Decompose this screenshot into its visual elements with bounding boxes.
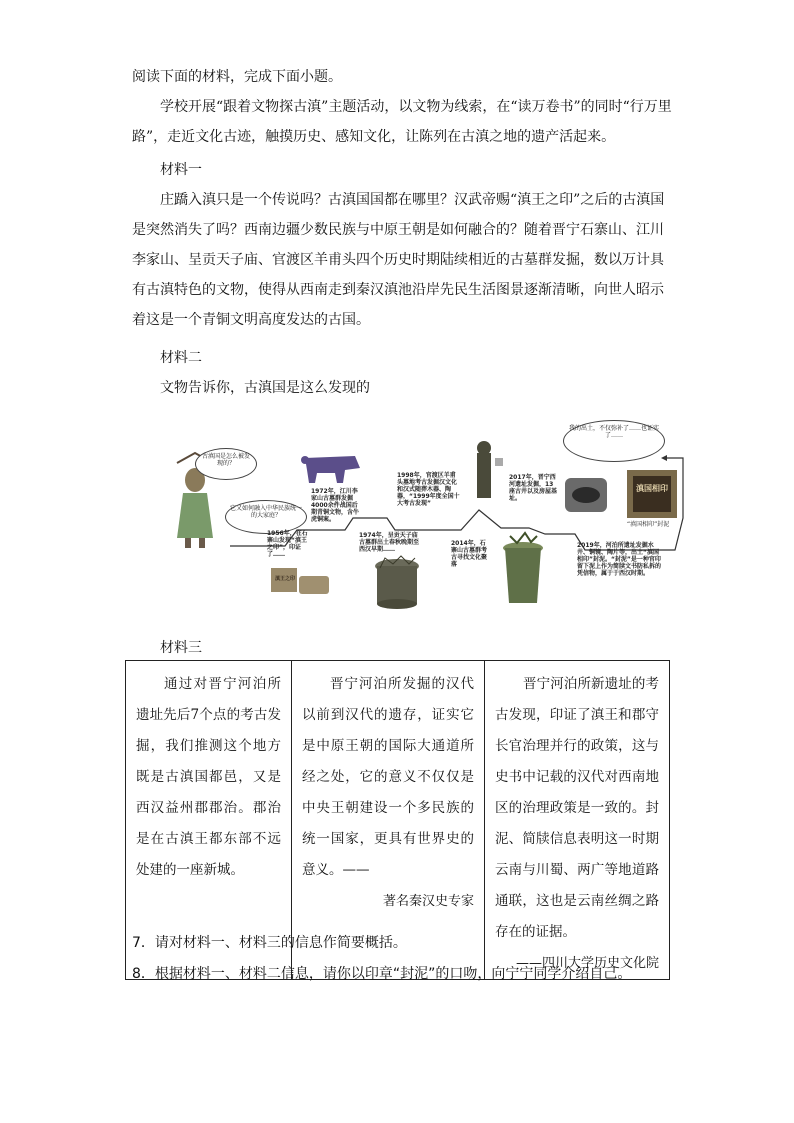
event-2019: 2019年，河泊所遗址发掘水井、铜镜、陶片等，出土“滇国相印”封泥。“封泥”是一种官印留下泥上作为简牍文书防私拆的凭信物，属于于西汉时期。 (577, 542, 662, 577)
material1-label: 材料一 (160, 162, 202, 178)
seal-caption: “滇国相印”封泥 (627, 521, 670, 528)
discovery-timeline (165, 418, 690, 618)
event-2014: 2014年，石寨山古墓群考古寻找文化聚落 (451, 540, 488, 568)
material3-col2-source: 著名秦汉史专家 (382, 894, 474, 909)
speech-bubble-seal: 我的出土，不仅弥补了……也证实了…… (563, 420, 665, 462)
event-1956: 1956年，在石寨山发现“滇王之印”，印证了…… (267, 530, 308, 558)
question-7: 7．请对材料一、材料三的信息作简要概括。 (132, 935, 407, 951)
table-cell-3 (485, 661, 670, 980)
bronze-statue-icon (477, 441, 491, 498)
event-1972: 1972年，江川李家山古墓群发掘4000余件战国后期青铜文物，含牛虎铜案。 (311, 488, 360, 523)
question-8: 8．根据材料一、材料二信息，请你以印章“封泥”的口吻，向宁宁同学介绍自己。 (132, 966, 632, 982)
material2-label: 材料二 (160, 350, 202, 366)
intro-text: 阅读下面的材料，完成下面小题。 (132, 69, 342, 85)
material1-text: 庄蹻入滇只是一个传说吗？古滇国国都在哪里？汉武帝赐“滇王之印”之后的古滇国是突然消失了吗？西南边疆少数民族与中原王朝是如何融合的？随着晋宁石寨山、江川李家山、呈贡天子庙、官渡区羊甫头四个历史时期陆续相近的古墓群发掘，数以万计具有古滇特色的文物，使得从西南走到秦汉滇池沿岸先民生活图景逐渐清晰，向世人昭示着这是一个青铜文明高度发达的古国。 (132, 192, 665, 328)
small-seal-text: 滇王之印 (274, 576, 295, 582)
bronze-container-icon (503, 533, 543, 603)
speech-bubble-question-2: 它又如何融入中华民族统一的大家庭？ (225, 500, 307, 534)
event-1998: 1998年，官渡区羊甫头墓地考古发掘汉文化和汉式随葬木器、陶器，“1999年度全国十大考古发现” (397, 472, 460, 507)
material3-col2: 晋宁河泊所发掘的汉代以前到汉代的遗存，证实它是中原王朝的国际大通道所经之处，它的意义不仅仅是中央王朝建设一个多民族的统一国家，更具有世界史的意义。—— (302, 676, 474, 878)
seal-icon (627, 470, 677, 518)
event-1974: 1974年，呈贡天子庙古墓群出土春秋晚期至西汉早期…… (359, 532, 420, 553)
seal-text: 滇国相印 (636, 484, 668, 493)
material3-col3: 晋宁河泊所新遗址的考古发现，印证了滇王和郡守长官治理并行的政策，这与史书中记载的汉代对西南地区的治理政策是一致的。封泥、简牍信息表明这一时期云南与川蜀、两广等地道路通联，这也是云南丝绸之路存在的证据。 (495, 676, 659, 940)
material3-col3-source: ——四川大学历史文化院 (515, 956, 659, 971)
bronze-drum-icon (375, 556, 419, 609)
material2-intro: 文物告诉你，古滇国是这么发现的 (160, 380, 370, 396)
material3-col1: 通过对晋宁河泊所遗址先后7个点的考古发掘，我们推测这个地方既是古滇国都邑，又是西汉益州郡郡治。郡治是在古滇王都东部不远处建的一座新城。 (136, 676, 281, 878)
bronze-ox-icon (301, 456, 360, 483)
lead-paragraph: 学校开展“跟着文物探古滇”主题活动，以文物为线索，在“读万卷书”的同时“行万里路”，走近文化古迹，触摸历史、感知文化，让陈列在古滇之地的遗产活起来。 (132, 99, 672, 145)
speech-bubble-question-1: 古滇国是怎么被发现的？ (195, 448, 257, 480)
material3-label: 材料三 (160, 640, 202, 656)
well-fragment-icon (565, 478, 607, 512)
event-2017: 2017年，晋宁西河遗址发掘，13座古井以及房屋基址。 (509, 474, 558, 502)
